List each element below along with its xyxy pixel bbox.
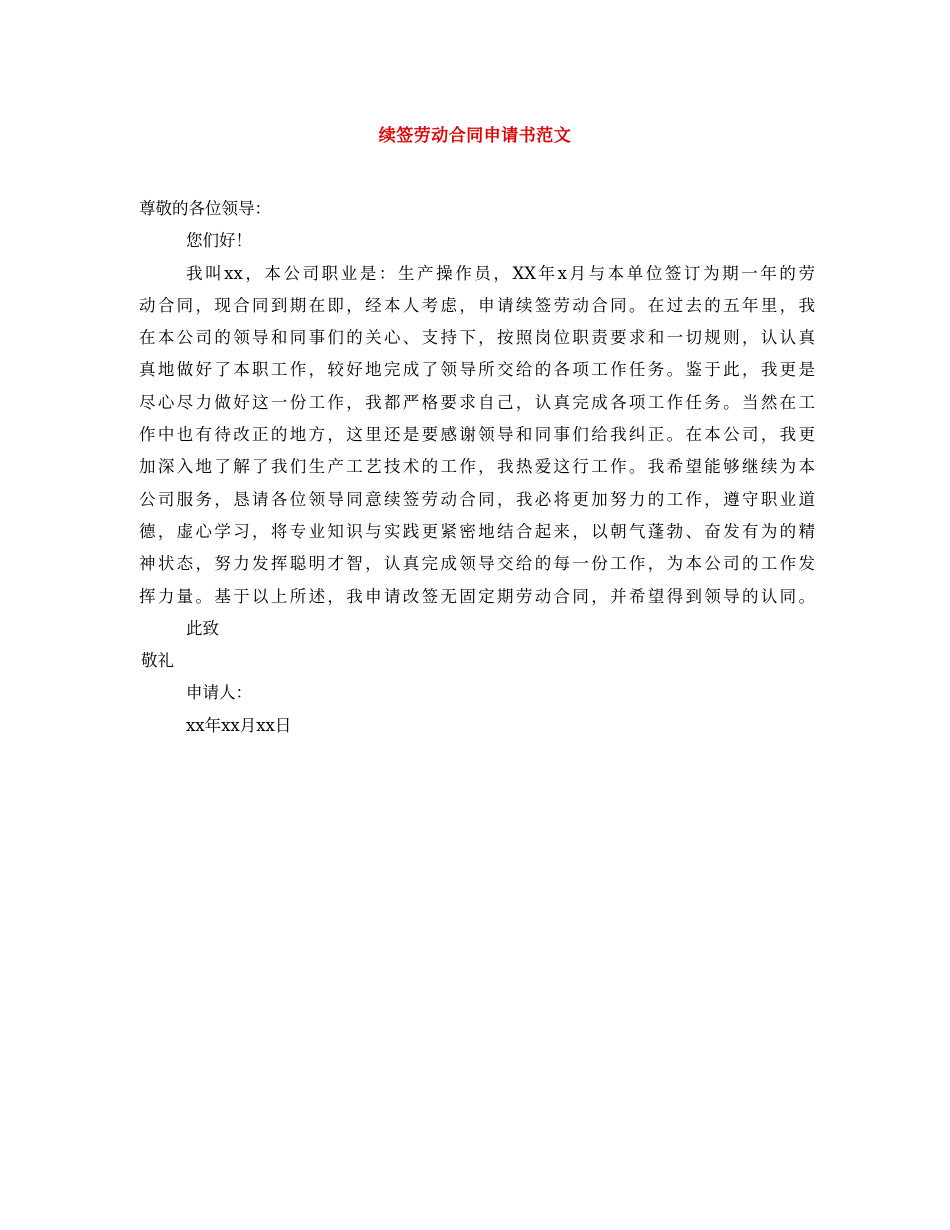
greeting: 您们好！ — [186, 231, 252, 251]
body-line: 在本公司的领导和同事们的关心、支持下，按照岗位职责要求和一切规则，认认真 — [139, 328, 815, 348]
document-title: 续签劳动合同申请书范文 — [378, 126, 572, 146]
salutation: 尊敬的各位领导： — [139, 199, 271, 218]
applicant-label: 申请人： — [186, 683, 252, 703]
body-line: 真地做好了本职工作，较好地完成了领导所交给的各项工作任务。鉴于此，我更是 — [139, 360, 815, 380]
closing-jing-li: 敬礼 — [141, 651, 174, 671]
body-line: 德，虚心学习，将专业知识与实践更紧密地结合起来，以朝气蓬勃、奋发有为的精 — [139, 521, 815, 541]
body-line: 我叫xx，本公司职业是：生产操作员，XX年x月与本单位签订为期一年的劳 — [186, 263, 815, 283]
body-line: 神状态，努力发挥聪明才智，认真完成领导交给的每一份工作，为本公司的工作发 — [139, 554, 815, 574]
body-paragraph — [139, 258, 815, 613]
body-line: 作中也有待改正的地方，这里还是要感谢领导和同事们给我纠正。在本公司，我更 — [139, 425, 815, 445]
date-line: xx年xx月xx日 — [186, 715, 292, 735]
body-line: 尽心尽力做好这一份工作，我都严格要求自己，认真完成各项工作任务。当然在工 — [139, 392, 815, 412]
body-line: 动合同，现合同到期在即，经本人考虑，申请续签劳动合同。在过去的五年里，我 — [139, 295, 815, 315]
closing-ci-zhi: 此致 — [186, 618, 219, 638]
body-line: 公司服务，恳请各位领导同意续签劳动合同，我必将更加努力的工作，遵守职业道 — [139, 489, 815, 509]
document-body — [139, 193, 815, 742]
body-line: 挥力量。基于以上所述，我申请改签无固定期劳动合同，并希望得到领导的认同。 — [139, 586, 815, 606]
body-line: 加深入地了解了我们生产工艺技术的工作，我热爱这行工作。我希望能够继续为本 — [139, 457, 815, 477]
